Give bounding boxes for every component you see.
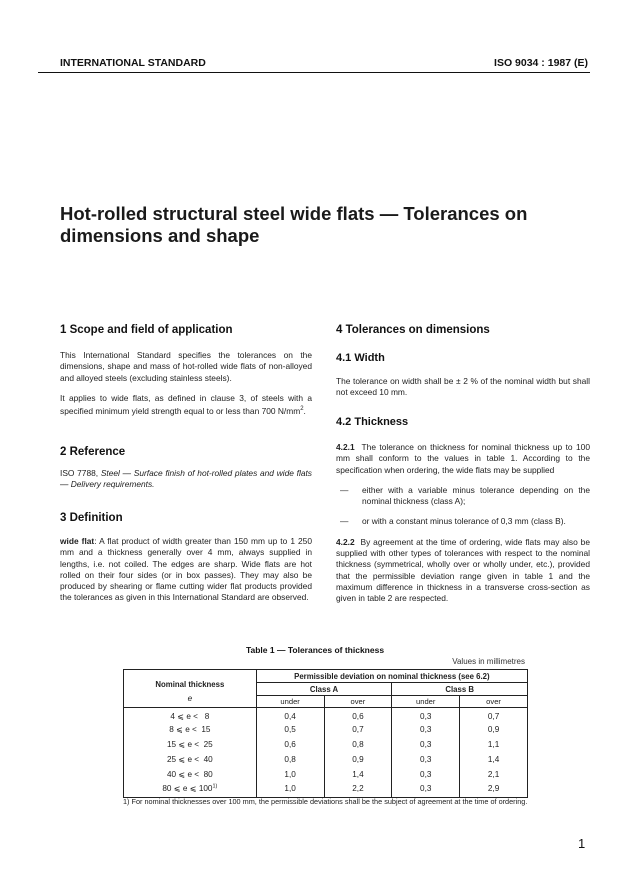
- value-cell: 1,4: [487, 754, 500, 764]
- value-cell: 0,4: [256, 708, 324, 722]
- value-cell: 0,9: [324, 752, 392, 767]
- paragraph: 4.2.1 The tolerance on thickness for nominal thickness up to 100 mm shall conform to the values in table 1. According to the specification when ordering, the wide flats may be supplied: [336, 442, 590, 475]
- value-cell: 1,0: [256, 767, 324, 782]
- dash-item: — or with a constant minus tolerance of 0,3 mm (class B).: [340, 516, 566, 527]
- dash-item: — either with a variable minus tolerance depending on the nominal thickness (class A);: [340, 484, 590, 507]
- header-rule: [38, 72, 590, 73]
- col-header-over: over: [324, 696, 392, 708]
- value-cell: 0,3: [392, 782, 460, 798]
- value-cell: 0,3: [392, 737, 460, 752]
- tolerance-table: [123, 669, 528, 798]
- value-cell: 0,7: [487, 711, 500, 721]
- value-cell: 2,2: [324, 782, 392, 798]
- value-cell: 0,6: [324, 708, 392, 722]
- value-cell: 2,9: [487, 783, 500, 793]
- header-standard-number: ISO 9034 : 1987 (E): [494, 57, 588, 69]
- table-row: [124, 737, 528, 752]
- value-cell: 0,3: [392, 708, 460, 722]
- paragraph: 4.2.2 By agreement at the time of ordering, wide flats may also be supplied with other types of tolerances with respect to the nominal thickness (symmetrical, wholly over or wholly under, etc.), provided that the permissible deviation range given in table 1 and the maximum difference in thickness in a transverse cross-section as given in table 2 are respected.: [336, 536, 590, 604]
- value-cell: 1,1: [487, 739, 500, 749]
- section-heading: 2 Reference: [60, 446, 126, 458]
- paragraph: wide flat: A flat product of width greater than 150 mm up to 1 250 mm and a thickness generally over 4 mm, always supplied in lengths, i.e. not coiled. The edges are sharp. Wide flats are hot rolled on their four sides (or in box passes). They may also be produced by shearing or flame cutting wider flat products provided the tolerances as given in this International Standard are observed.: [60, 536, 312, 603]
- table-row: [124, 782, 528, 798]
- section-scope: [60, 324, 312, 417]
- section-width: [336, 352, 590, 399]
- range-cell: 25 ⩽ e < 40: [124, 752, 257, 767]
- table-row: [124, 767, 528, 782]
- range-cell: 8 ⩽ e < 15: [124, 722, 257, 737]
- page-number: 1: [578, 836, 586, 851]
- value-cell: 0,3: [392, 722, 460, 737]
- value-cell: 0,8: [256, 752, 324, 767]
- value-cell: 0,3: [392, 752, 460, 767]
- value-cell: 1,4: [324, 767, 392, 782]
- value-cell: 1,0: [256, 782, 324, 798]
- section-heading: 3 Definition: [60, 512, 123, 524]
- value-cell: 0,9: [487, 724, 500, 734]
- subsection-heading: 4.1 Width: [336, 352, 385, 364]
- paragraph: ISO 7788, Steel — Surface finish of hot-rolled plates and wide flats — Delivery requirements.: [60, 468, 312, 490]
- table-title: Table 1 — Tolerances of thickness: [245, 645, 385, 655]
- range-cell: 80 ⩽ e ⩽ 100$^{1)}$: [124, 782, 257, 798]
- value-cell: 0,6: [256, 737, 324, 752]
- table-row: [124, 722, 528, 737]
- range-cell: 40 ⩽ e < 80: [124, 767, 257, 782]
- value-cell: 2,1: [487, 769, 500, 779]
- document-title: Hot-rolled structural steel wide flats — Tolerances on dimensions and shape: [60, 203, 528, 246]
- value-cell: 0,3: [392, 767, 460, 782]
- permissible-deviation-header: Permissible deviation on nominal thickness (see 6.2): [256, 670, 527, 683]
- value-cell: 0,5: [256, 722, 324, 737]
- paragraph: The tolerance on width shall be ± 2 % of the nominal width but shall not exceed 10 mm.: [336, 376, 590, 398]
- section-heading: 4 Tolerances on dimensions: [336, 324, 490, 336]
- table-footnote: 1) For nominal thicknesses over 100 mm, the permissible deviations shall be the subject of agreement at the time of ordering.: [123, 797, 528, 806]
- section-tolerances: [336, 324, 590, 336]
- paragraph: It applies to wide flats, as defined in clause 3, of steels with a specified minimum yield strength equal to or less than 700 $N/mm^2$.: [60, 392, 312, 416]
- col-header-over: over: [460, 696, 528, 708]
- section-definition: [60, 512, 312, 604]
- section-reference: [60, 446, 312, 491]
- col-header-under: under: [256, 696, 324, 708]
- col-header-under: under: [392, 696, 460, 708]
- value-cell: 0,7: [324, 722, 392, 737]
- table-row: [124, 752, 528, 767]
- range-cell: 4 ⩽ e < 8: [124, 708, 257, 722]
- value-cell: 0,8: [324, 737, 392, 752]
- table-row: [124, 708, 528, 722]
- paragraph: This International Standard specifies the tolerances on the dimensions, shape and mass of hot-rolled wide flats of non-alloyed and alloyed steels (excluding stainless steels).: [60, 350, 312, 383]
- section-thickness: [336, 416, 590, 605]
- range-cell: 15 ⩽ e < 25: [124, 737, 257, 752]
- nominal-thickness-header: Nominal thickness e: [124, 670, 257, 708]
- class-a-header: Class A: [256, 683, 392, 696]
- header-standard-label: INTERNATIONAL STANDARD: [60, 57, 206, 69]
- subsection-heading: 4.2 Thickness: [336, 416, 409, 428]
- section-heading: 1 Scope and field of application: [60, 324, 233, 336]
- table-units: Values in millimetres: [452, 657, 525, 666]
- class-b-header: Class B: [445, 684, 474, 694]
